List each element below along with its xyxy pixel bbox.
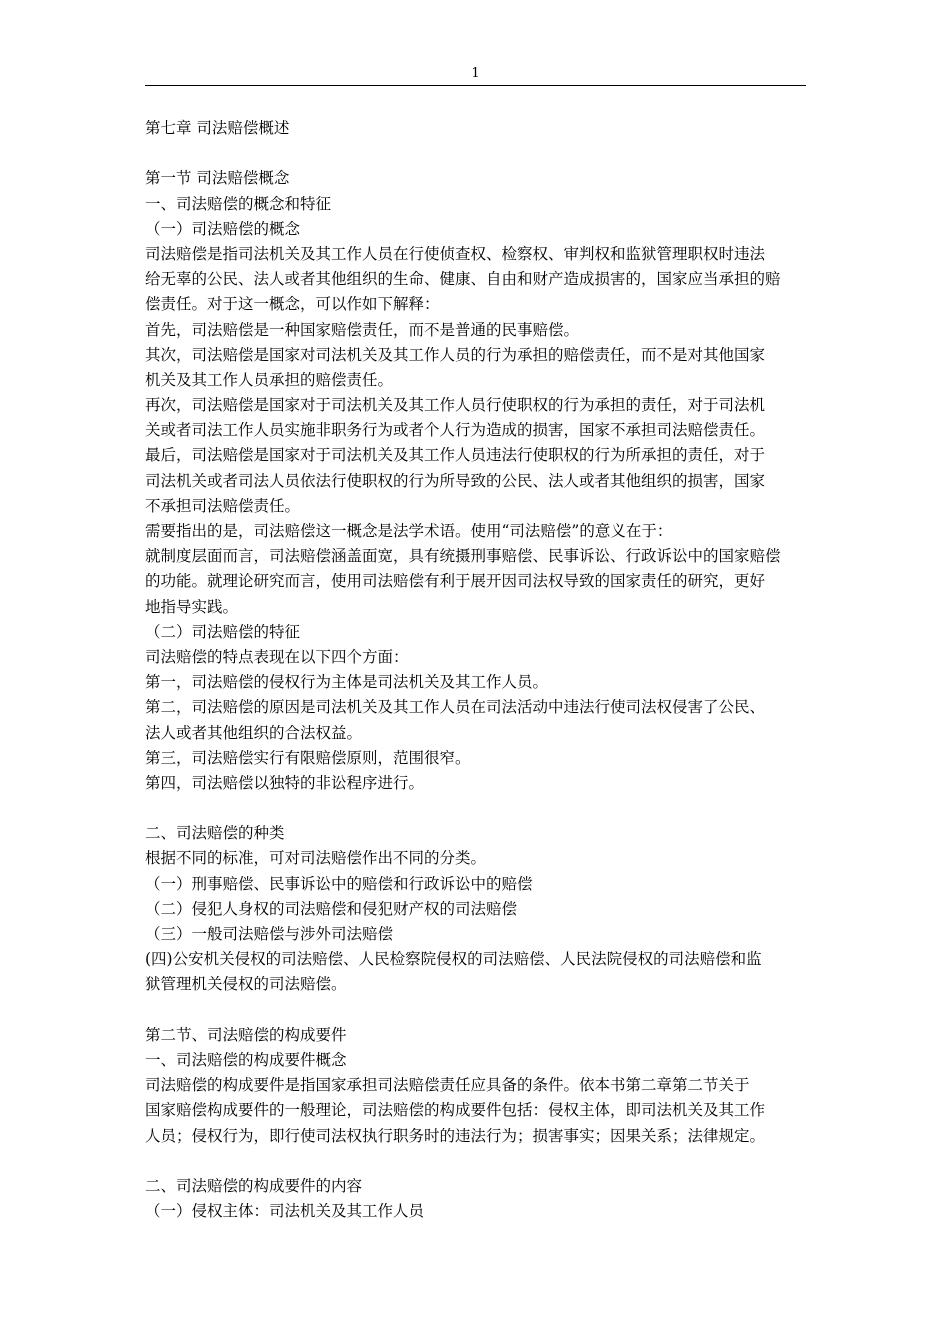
text-line: 第二，司法赔偿的原因是司法机关及其工作人员在司法活动中违法行使司法权侵害了公民、 (145, 698, 766, 717)
text-line: 再次，司法赔偿是国家对于司法机关及其工作人员行使职权的行为承担的责任，对于司法机 (145, 396, 766, 415)
text-line: 一、司法赔偿的构成要件概念 (145, 1050, 347, 1069)
text-line: 第七章 司法赔偿概述 (145, 119, 290, 137)
text-line: 首先，司法赔偿是一种国家赔偿责任，而不是普通的民事赔偿。 (145, 320, 580, 339)
page-number: 1 (471, 66, 480, 81)
text-line: （三）一般司法赔偿与涉外司法赔偿 (145, 925, 394, 943)
text-line: 司法赔偿的构成要件是指国家承担司法赔偿责任应具备的条件。依本书第二章第二节关于 (145, 1076, 750, 1095)
text-line: 法人或者其他组织的合法权益。 (145, 723, 363, 742)
text-line: 需要指出的是，司法赔偿这一概念是法学术语。使用“司法赔偿”的意义在于： (145, 522, 673, 540)
text-line: 二、司法赔偿的构成要件的内容 (145, 1176, 363, 1195)
text-line: 机关及其工作人员承担的赔偿责任。 (145, 370, 394, 389)
text-line: 司法赔偿是指司法机关及其工作人员在行使侦查权、检察权、审判权和监狱管理职权时违法 (145, 244, 766, 263)
text-line: 关或者司法工作人员实施非职务行为或者个人行为造成的损害，国家不承担司法赔偿责任。 (145, 421, 766, 440)
text-line: 最后，司法赔偿是国家对于司法机关及其工作人员违法行使职权的行为所承担的责任，对于 (145, 446, 766, 465)
text-line: 就制度层面而言，司法赔偿涵盖面宽，具有统摄刑事赔偿、民事诉讼、行政诉讼中的国家赔偿 (145, 547, 781, 566)
text-line: （一）司法赔偿的概念 (145, 219, 301, 238)
blank-line (145, 796, 807, 821)
text-line: 二、司法赔偿的种类 (145, 824, 285, 843)
text-line: （二）司法赔偿的特征 (145, 622, 301, 641)
text-line: 给无辜的公民、法人或者其他组织的生命、健康、自由和财产造成损害的，国家应当承担的赔 (145, 270, 781, 289)
text-line: 狱管理机关侵权的司法赔偿。 (145, 975, 347, 994)
text-line: （二）侵犯人身权的司法赔偿和侵犯财产权的司法赔偿 (145, 899, 518, 918)
text-line: （一）侵权主体：司法机关及其工作人员 (145, 1202, 425, 1221)
text-line: (四)公安机关侵权的司法赔偿、人民检察院侵权的司法赔偿、人民法院侵权的司法赔偿和监 (145, 950, 762, 969)
text-line: 的功能。就理论研究而言，使用司法赔偿有利于展开因司法权导致的国家责任的研究，更好 (145, 572, 766, 591)
text-line: （一）刑事赔偿、民事诉讼中的赔偿和行政诉讼中的赔偿 (145, 874, 533, 893)
text-line: 司法机关或者司法人员依法行使职权的行为所导致的公民、法人或者其他组织的损害，国家 (145, 471, 766, 490)
text-line: 一、司法赔偿的概念和特征 (145, 194, 332, 213)
text-line: 第一节 司法赔偿概念 (145, 169, 290, 188)
blank-line (145, 998, 807, 1023)
text-line: 国家赔偿构成要件的一般理论，司法赔偿的构成要件包括：侵权主体，即司法机关及其工作 (145, 1101, 766, 1120)
blank-line (145, 141, 807, 166)
text-line: 第四，司法赔偿以独特的非讼程序进行。 (145, 773, 425, 792)
header-rule (145, 85, 806, 86)
text-line: 偿责任。对于这一概念，可以作如下解释： (145, 295, 440, 314)
text-line: 司法赔偿的特点表现在以下四个方面： (145, 647, 409, 666)
document-body (145, 116, 807, 1224)
text-line: 地指导实践。 (145, 597, 239, 616)
text-line: 第三，司法赔偿实行有限赔偿原则，范围很窄。 (145, 748, 471, 767)
text-line: 第一，司法赔偿的侵权行为主体是司法机关及其工作人员。 (145, 673, 549, 692)
text-line: 人员；侵权行为，即行使司法权执行职务时的违法行为；损害事实；因果关系；法律规定。 (145, 1126, 766, 1145)
blank-line (145, 1149, 807, 1174)
text-line: 不承担司法赔偿责任。 (145, 496, 301, 515)
text-line: 根据不同的标准，可对司法赔偿作出不同的分类。 (145, 849, 487, 868)
text-line: 其次，司法赔偿是国家对司法机关及其工作人员的行为承担的赔偿责任，而不是对其他国家 (145, 345, 766, 364)
text-line: 第二节、司法赔偿的构成要件 (145, 1025, 347, 1044)
